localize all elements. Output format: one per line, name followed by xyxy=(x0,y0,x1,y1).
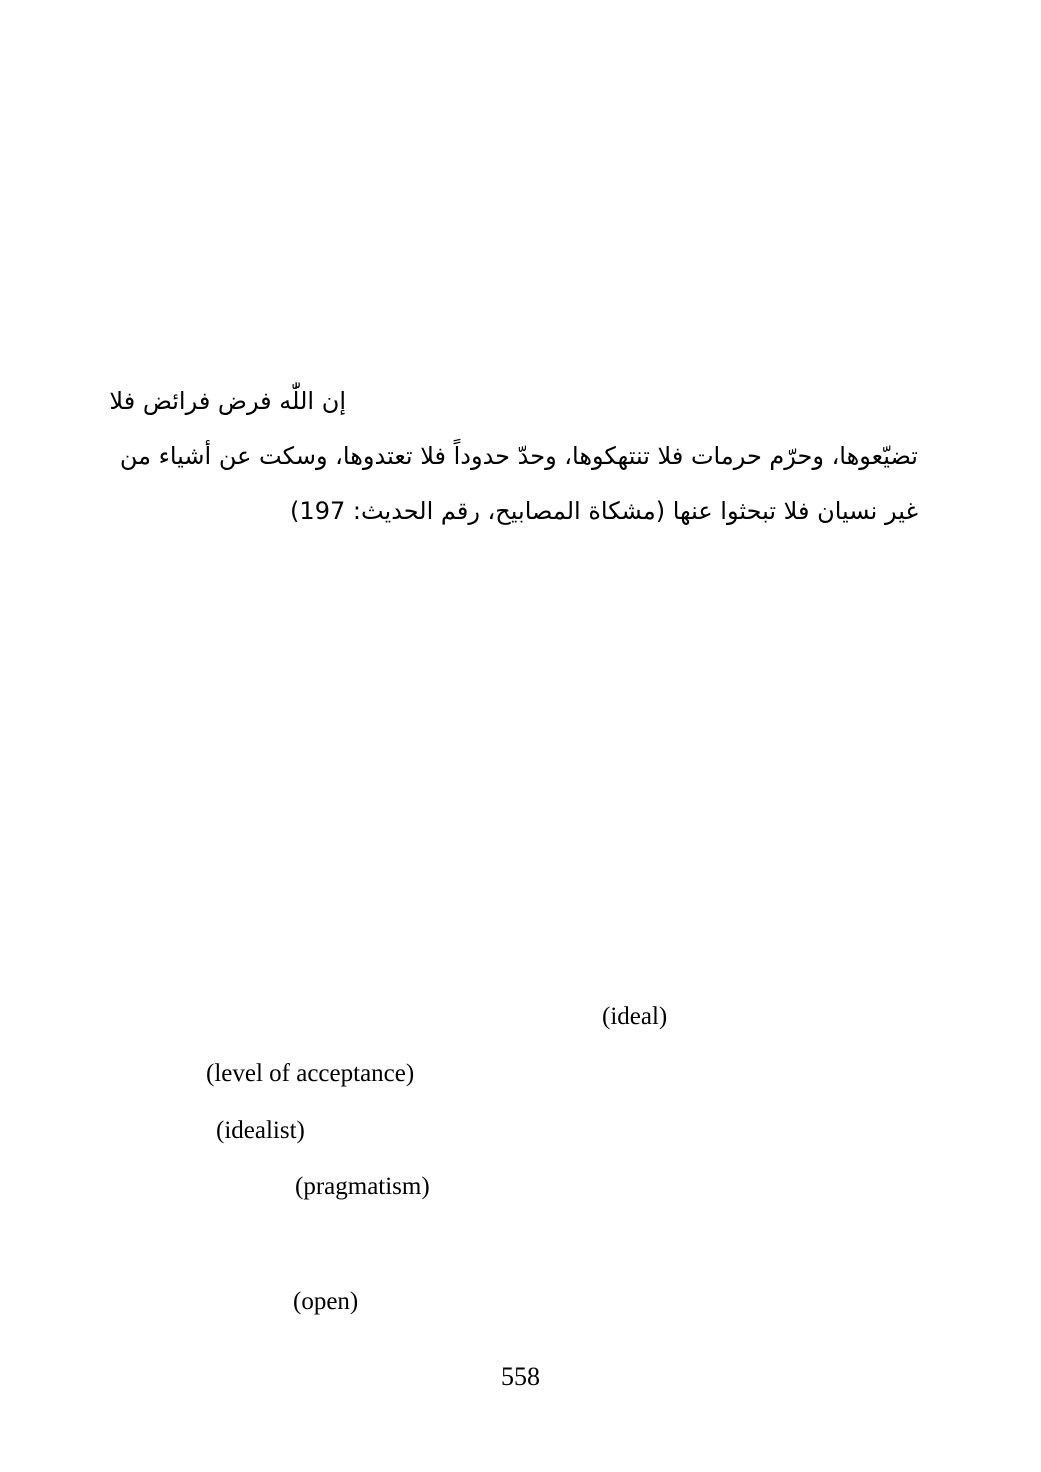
quote-line-1: إن اللّٰه فرض فرائض فلا xyxy=(109,387,346,415)
term-idealist: (idealist) xyxy=(216,1117,305,1144)
page-number: 558 xyxy=(501,1362,540,1391)
term-pragmatism: (pragmatism) xyxy=(295,1173,430,1200)
term-ideal: (ideal) xyxy=(602,1003,668,1030)
arabic-hadith-quote xyxy=(109,374,918,539)
quote-line-3: غير نسيان فلا تبحثوا عنها (مشكاة المصابيح، رقم الحديث: 197) xyxy=(290,497,918,525)
quote-line-2: تضیّعوها، وحرّم حرمات فلا تنتهكوها، وحدّ حدوداً فلا تعتدوها، وسكت عن أشياء من xyxy=(119,442,918,470)
term-open: (open) xyxy=(293,1288,359,1315)
term-level-of-acceptance: (level of acceptance) xyxy=(206,1060,415,1087)
